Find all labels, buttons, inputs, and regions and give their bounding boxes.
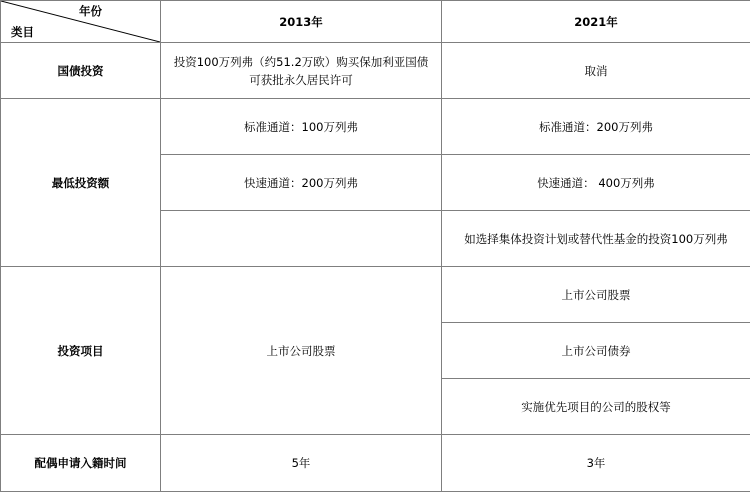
projects-2021-cell-1: 上市公司股票 [442, 267, 750, 323]
standard-2021-cell: 标准通道：200万列弗 [442, 99, 750, 155]
fund-2013-cell [161, 211, 442, 267]
bond-2021-cell: 取消 [442, 43, 750, 99]
corner-category-label: 类目 [11, 25, 34, 39]
fund-2021-cell: 如选择集体投资计划或替代性基金的投资100万列弗 [442, 211, 750, 267]
projects-2013-cell: 上市公司股票 [161, 267, 442, 435]
fast-2021-cell: 快速通道： 400万列弗 [442, 155, 750, 211]
fast-2013-cell: 快速通道：200万列弗 [161, 155, 442, 211]
spouse-2013-cell: 5年 [161, 435, 442, 492]
min-investment-label: 最低投资额 [1, 99, 161, 267]
header-row [1, 1, 750, 43]
standard-2013-cell: 标准通道：100万列弗 [161, 99, 442, 155]
bond-row [1, 43, 750, 99]
spouse-label: 配偶申请入籍时间 [1, 435, 161, 492]
projects-2021-cell-2: 上市公司债券 [442, 323, 750, 379]
projects-row-1 [1, 267, 750, 323]
header-corner-cell [1, 1, 161, 43]
bond-2013-cell [161, 43, 442, 99]
projects-label: 投资项目 [1, 267, 161, 435]
projects-2021-cell-3: 实施优先项目的公司的股权等 [442, 379, 750, 435]
bond-2013-line1: 投资100万列弗（约51.2万欧）购买保加利亚国债 [165, 53, 437, 71]
bond-label: 国债投资 [1, 43, 161, 99]
spouse-row [1, 435, 750, 492]
column-header-2021: 2021年 [442, 1, 750, 43]
column-header-2013: 2013年 [161, 1, 442, 43]
corner-year-label: 年份 [79, 4, 102, 18]
min-investment-standard-row [1, 99, 750, 155]
bond-2013-line2: 可获批永久居民许可 [165, 71, 437, 89]
spouse-2021-cell: 3年 [442, 435, 750, 492]
